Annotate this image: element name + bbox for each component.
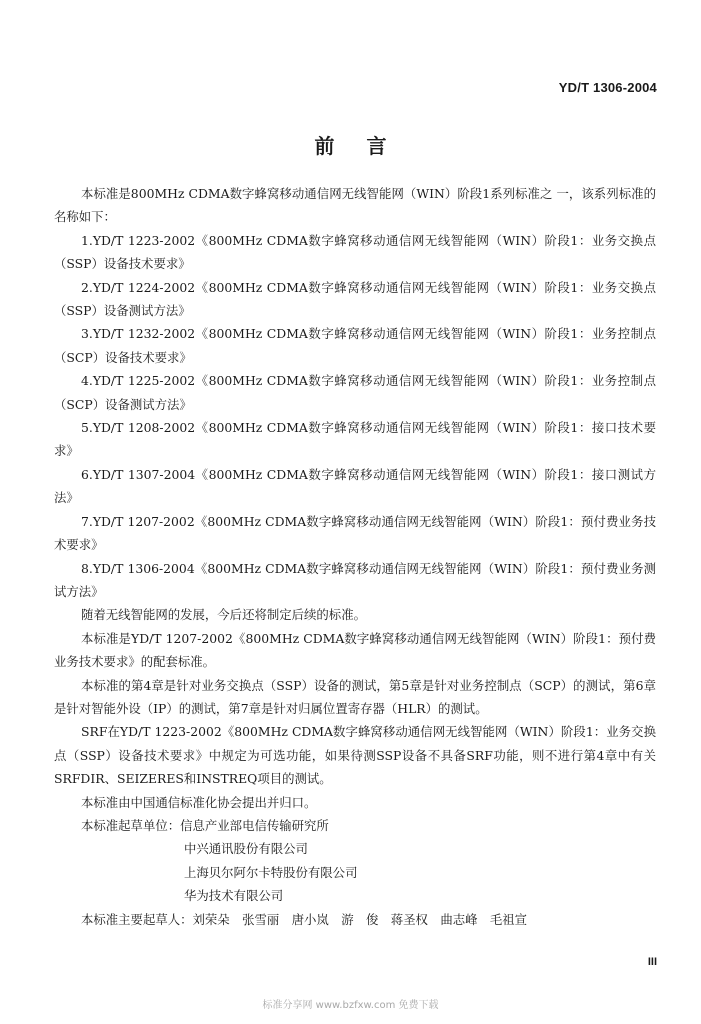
drafters-paragraph: 本标准主要起草人：刘荣朵 张雪丽 唐小岚 游 俊 蒋圣权 曲志峰 毛祖宣 [81,911,528,927]
page-title: 前言 [314,134,419,158]
chapters-paragraph: 本标准的第4章是针对业务交换点（SSP）设备的测试，第5章是针对业务控制点（SCP）的测试，第6章是针对智能外设（IP）的测试，第7章是针对归属位置寄存器（HLR）的测试。 [54,677,656,716]
watermark: 标准分享网 www.bzfxw.com 免费下载 [262,1000,439,1011]
companion-paragraph: 本标准是YD/T 1207-2002《800MHz CDMA数字蜂窝移动通信网无线智能网（WIN）阶段1：预付费业务技术要求》的配套标准。 [54,630,656,670]
proposer-paragraph: 本标准由中国通信标准化协会提出并归口。 [81,794,317,810]
drafting-unit: 上海贝尔阿尔卡特股份有限公司 [184,864,358,880]
list-item: 2.YD/T 1224-2002《800MHz CDMA数字蜂窝移动通信网无线智能网（WIN）阶段1：业务交换点（SSP）设备测试方法》 [54,279,656,319]
list-item: 1.YD/T 1223-2002《800MHz CDMA数字蜂窝移动通信网无线智能网（WIN）阶段1：业务交换点（SSP）设备技术要求》 [54,232,656,272]
drafting-unit: 华为技术有限公司 [184,888,284,904]
list-item: 8.YD/T 1306-2004《800MHz CDMA数字蜂窝移动通信网无线智能网（WIN）阶段1：预付费业务测试方法》 [54,560,656,599]
drafting-units-label: 本标准起草单位：信息产业部电信传输研究所 [81,817,329,833]
list-item: 7.YD/T 1207-2002《800MHz CDMA数字蜂窝移动通信网无线智能网（WIN）阶段1：预付费业务技术要求》 [54,513,656,553]
standard-number: YD/T 1306-2004 [558,80,657,95]
list-item: 5.YD/T 1208-2002《800MHz CDMA数字蜂窝移动通信网无线智能网（WIN）阶段1：接口技术要求》 [54,420,656,459]
future-paragraph: 随着无线智能网的发展，今后还将制定后续的标准。 [81,607,366,623]
list-item: 3.YD/T 1232-2002《800MHz CDMA数字蜂窝移动通信网无线智能网（WIN）阶段1：业务控制点（SCP）设备技术要求》 [54,326,656,365]
page-number: III [647,956,657,968]
list-item: 4.YD/T 1225-2002《800MHz CDMA数字蜂窝移动通信网无线智能网（WIN）阶段1：业务控制点（SCP）设备测试方法》 [54,373,656,412]
srf-paragraph: SRF在YD/T 1223-2002《800MHz CDMA数字蜂窝移动通信网无线智能网（WIN）阶段1：业务交换点（SSP）设备技术要求》中规定为可选功能，如果待测SSP设备不具备SRF功能，则不进行第4章中有关SRFDIR、SEIZERES和INSTREQ项目的测试。 [54,724,656,787]
document-body [54,182,656,931]
list-item: 6.YD/T 1307-2004《800MHz CDMA数字蜂窝移动通信网无线智能网（WIN）阶段1：接口测试方法》 [54,466,656,506]
intro-paragraph: 本标准是800MHz CDMA数字蜂窝移动通信网无线智能网（WIN）阶段1系列标准之 一，该系列标准的名称如下： [54,186,656,225]
drafting-unit: 中兴通讯股份有限公司 [184,841,308,857]
